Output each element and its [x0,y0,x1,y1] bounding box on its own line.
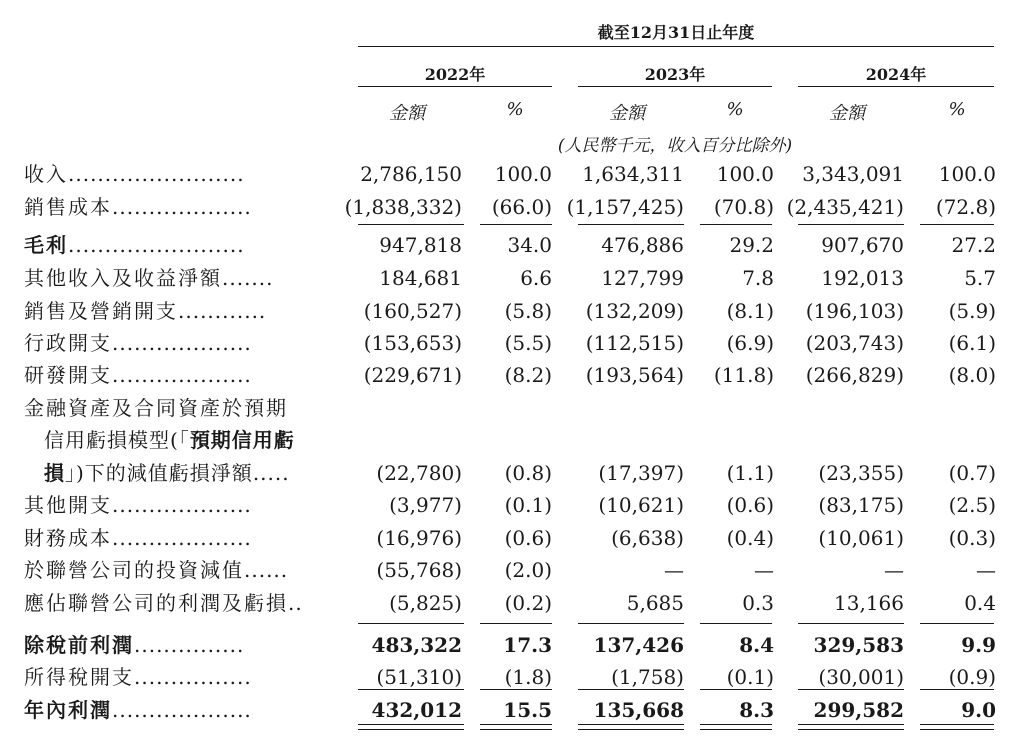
percent-cell: (70.8) [713,195,774,219]
percent-cell: (0.4) [726,526,774,550]
percent-cell: 5.7 [964,266,996,290]
final-double-rule-2023a-1 [578,724,684,725]
percent-cell: 29.2 [729,233,774,257]
percent-cell: (6.1) [948,331,996,355]
percent-cell: (5.8) [504,299,552,323]
percent-cell: 8.4 [739,633,774,657]
percent-cell: (11.8) [713,363,774,387]
impairment-label-line2b: 預期信用虧 [189,428,295,452]
amount-cell: (16,976) [376,526,462,550]
row-label [24,158,245,190]
year-rule-2023 [578,86,772,87]
amount-cell: 137,426 [593,633,684,657]
amount-header-2024: 金額 [829,103,865,124]
amount-cell: (229,671) [363,363,462,387]
amount-cell: (17,397) [598,461,684,485]
amount-cell: 192,013 [821,266,904,290]
amount-cell: 483,322 [371,633,462,657]
percent-cell: (0.9) [948,665,996,689]
amount-cell: (83,175) [818,493,904,517]
table-row [0,629,1022,661]
percent-header-2023: % [726,99,744,120]
row-label [24,295,266,327]
subtotal-rule-2022a [358,224,464,225]
pbt-rule-2024b [920,623,994,624]
percent-cell: (0.1) [726,665,774,689]
percent-cell: (8.2) [504,363,552,387]
percent-header-2024: % [948,99,966,120]
percent-cell: 8.3 [739,698,774,722]
percent-cell: — [754,558,774,582]
subtotal-rule-2023b [700,224,772,225]
percent-cell: (0.6) [504,526,552,550]
pbt-rule-2022b [480,623,552,624]
amount-cell: 3,343,091 [802,162,904,186]
row-label-text: 其他開支 [24,493,112,517]
row-label [24,694,252,726]
row-label-text: 於聯營公司的投資減值 [24,558,244,582]
table-row [0,327,1022,359]
table-row [0,587,1022,619]
row-label [24,191,252,223]
amount-cell: (203,743) [805,331,904,355]
percent-cell: 0.4 [964,591,996,615]
percent-cell: (1.1) [726,461,774,485]
period-rule [358,46,994,47]
row-leader-dots: ....... [222,266,274,290]
subtotal-rule-2024b [920,224,994,225]
row-label-text: 年內利潤 [24,698,112,722]
final-double-rule-2023b-2 [700,729,772,730]
row-label [24,522,252,554]
amount-cell: (5,825) [389,591,462,615]
row-label-text: 毛利 [24,233,68,257]
row-label [24,661,252,693]
final-double-rule-2022a-2 [358,729,464,730]
year-rule-2022 [358,86,552,87]
percent-cell: (5.9) [948,299,996,323]
row-leader-dots: ................ [134,665,252,689]
row-leader-dots: ........................ [68,233,245,257]
row-label-text: 研發開支 [24,363,112,387]
percent-cell: (66.0) [491,195,552,219]
impairment-label-line2 [44,424,295,456]
row-label-text: 應佔聯營公司的利潤及虧損 [24,591,288,615]
amount-cell: 184,681 [379,266,462,290]
amount-cell: (30,001) [818,665,904,689]
final-double-rule-2024b-2 [920,729,994,730]
row-label [24,587,303,619]
pfy-rule-2023b [700,689,772,690]
table-row [0,554,1022,586]
amount-cell: (22,780) [376,461,462,485]
pfy-rule-2024b [920,689,994,690]
amount-cell: 5,685 [626,591,684,615]
row-label-text: 收入 [24,162,68,186]
percent-cell: 7.8 [742,266,774,290]
percent-cell: (0.1) [504,493,552,517]
subtotal-rule-2024a [798,224,904,225]
percent-cell: (6.9) [726,331,774,355]
percent-header-2022: % [506,99,524,120]
amount-cell: (55,768) [376,558,462,582]
amount-cell: (3,977) [389,493,462,517]
final-double-rule-2024a-2 [798,729,904,730]
period-header: 截至12月31日止年度 [597,23,755,42]
amount-cell: (23,355) [818,461,904,485]
row-label [24,229,245,261]
row-label-text: 銷售及營銷開支 [24,299,178,323]
pfy-rule-2022b [480,689,552,690]
subtotal-rule-2023a [578,224,684,225]
percent-cell: (0.2) [504,591,552,615]
row-label [24,359,252,391]
year-rule-2024 [798,86,994,87]
pbt-rule-2024a [798,623,904,624]
percent-cell: (1.8) [504,665,552,689]
pbt-rule-2022a [358,623,464,624]
table-row [0,359,1022,391]
amount-cell: 329,583 [813,633,904,657]
percent-cell: (5.5) [504,331,552,355]
final-double-rule-2024a-1 [798,724,904,725]
unit-note: (人民幣千元，收入百分比除外) [557,136,793,156]
table-row [0,158,1022,190]
row-label-text: 行政開支 [24,331,112,355]
impairment-label-line3b: 」)下的減值虧損淨額 [65,461,253,485]
amount-cell: — [664,558,684,582]
impairment-leader: ..... [252,461,290,485]
amount-cell: 947,818 [379,233,462,257]
amount-cell: (1,758) [611,665,684,689]
final-double-rule-2022b-1 [480,724,552,725]
table-row [0,229,1022,261]
percent-cell: 9.9 [961,633,996,657]
amount-cell: 432,012 [371,698,462,722]
amount-cell: 907,670 [821,233,904,257]
amount-cell: — [884,558,904,582]
row-leader-dots: ...... [244,558,289,582]
pbt-rule-2023a [578,623,684,624]
percent-cell: (72.8) [935,195,996,219]
amount-cell: 127,799 [601,266,684,290]
amount-cell: 2,786,150 [360,162,462,186]
row-label-text: 其他收入及收益淨額 [24,266,222,290]
pfy-rule-2024a [798,689,904,690]
percent-cell: (2.5) [948,493,996,517]
percent-cell: (8.1) [726,299,774,323]
table-row [0,694,1022,726]
row-label-text: 除稅前利潤 [24,633,134,657]
table-row [0,489,1022,521]
percent-cell: 27.2 [951,233,996,257]
amount-cell: 476,886 [601,233,684,257]
row-leader-dots: .. [288,591,303,615]
year-2023: 2023年 [644,65,706,84]
table-row [0,262,1022,294]
row-label-text: 銷售成本 [24,195,112,219]
percent-cell: (0.3) [948,526,996,550]
percent-cell: (0.6) [726,493,774,517]
impairment-values [0,457,1022,489]
amount-cell: (1,157,425) [566,195,684,219]
amount-cell: (1,838,332) [344,195,462,219]
row-leader-dots: ................... [112,195,252,219]
amount-cell: 299,582 [813,698,904,722]
percent-cell: 0.3 [742,591,774,615]
percent-cell: 9.0 [961,698,996,722]
impairment-label-line1: 金融資產及合同資產於預期 [24,396,288,420]
row-leader-dots: ................... [112,331,252,355]
percent-cell: (8.0) [948,363,996,387]
amount-cell: (153,653) [363,331,462,355]
year-2024: 2024年 [865,65,927,84]
percent-cell: 100.0 [938,162,996,186]
percent-cell: 6.6 [520,266,552,290]
percent-cell: — [976,558,996,582]
row-leader-dots: ................... [112,698,252,722]
percent-cell: (0.8) [504,461,552,485]
table-row [0,522,1022,554]
percent-cell: (0.7) [948,461,996,485]
row-label [24,554,288,586]
row-leader-dots: ................... [112,493,252,517]
final-double-rule-2022b-2 [480,729,552,730]
row-label-text: 財務成本 [24,526,112,550]
amount-cell: 13,166 [834,591,904,615]
amount-header-2022: 金額 [389,103,425,124]
percent-cell: 100.0 [716,162,774,186]
impairment-label-line2a: 信用虧損模型(「 [44,428,190,452]
row-leader-dots: ................... [112,363,252,387]
amount-cell: (51,310) [376,665,462,689]
row-leader-dots: ............... [134,633,245,657]
row-label [24,327,252,359]
amount-cell: (160,527) [363,299,462,323]
amount-cell: (10,061) [818,526,904,550]
amount-cell: (10,621) [598,493,684,517]
amount-header-2023: 金額 [609,103,645,124]
amount-cell: (266,829) [805,363,904,387]
final-double-rule-2024b-1 [920,724,994,725]
amount-cell: (6,638) [611,526,684,550]
row-label [24,489,252,521]
amount-cell: (112,515) [585,331,684,355]
amount-cell: 135,668 [593,698,684,722]
row-label-text: 所得稅開支 [24,665,134,689]
row-leader-dots: ................... [112,526,252,550]
percent-cell: 17.3 [503,633,552,657]
table-row [0,295,1022,327]
amount-cell: (2,435,421) [786,195,904,219]
row-leader-dots: ........................ [68,162,245,186]
percent-cell: 100.0 [494,162,552,186]
year-2022: 2022年 [424,65,486,84]
pfy-rule-2022a [358,689,464,690]
amount-cell: (193,564) [585,363,684,387]
amount-cell: 1,634,311 [582,162,684,186]
percent-cell: 34.0 [507,233,552,257]
final-double-rule-2023b-1 [700,724,772,725]
subtotal-rule-2022b [480,224,552,225]
final-double-rule-2023a-2 [578,729,684,730]
row-label [24,262,274,294]
amount-cell: (132,209) [585,299,684,323]
table-row [0,191,1022,223]
row-leader-dots: ............ [178,299,267,323]
percent-cell: 15.5 [503,698,552,722]
row-label [24,629,244,661]
pbt-rule-2023b [700,623,772,624]
impairment-label-line3a: 損 [44,461,65,485]
final-double-rule-2022a-1 [358,724,464,725]
percent-cell: (2.0) [504,558,552,582]
amount-cell: (196,103) [805,299,904,323]
pfy-rule-2023a [578,689,684,690]
